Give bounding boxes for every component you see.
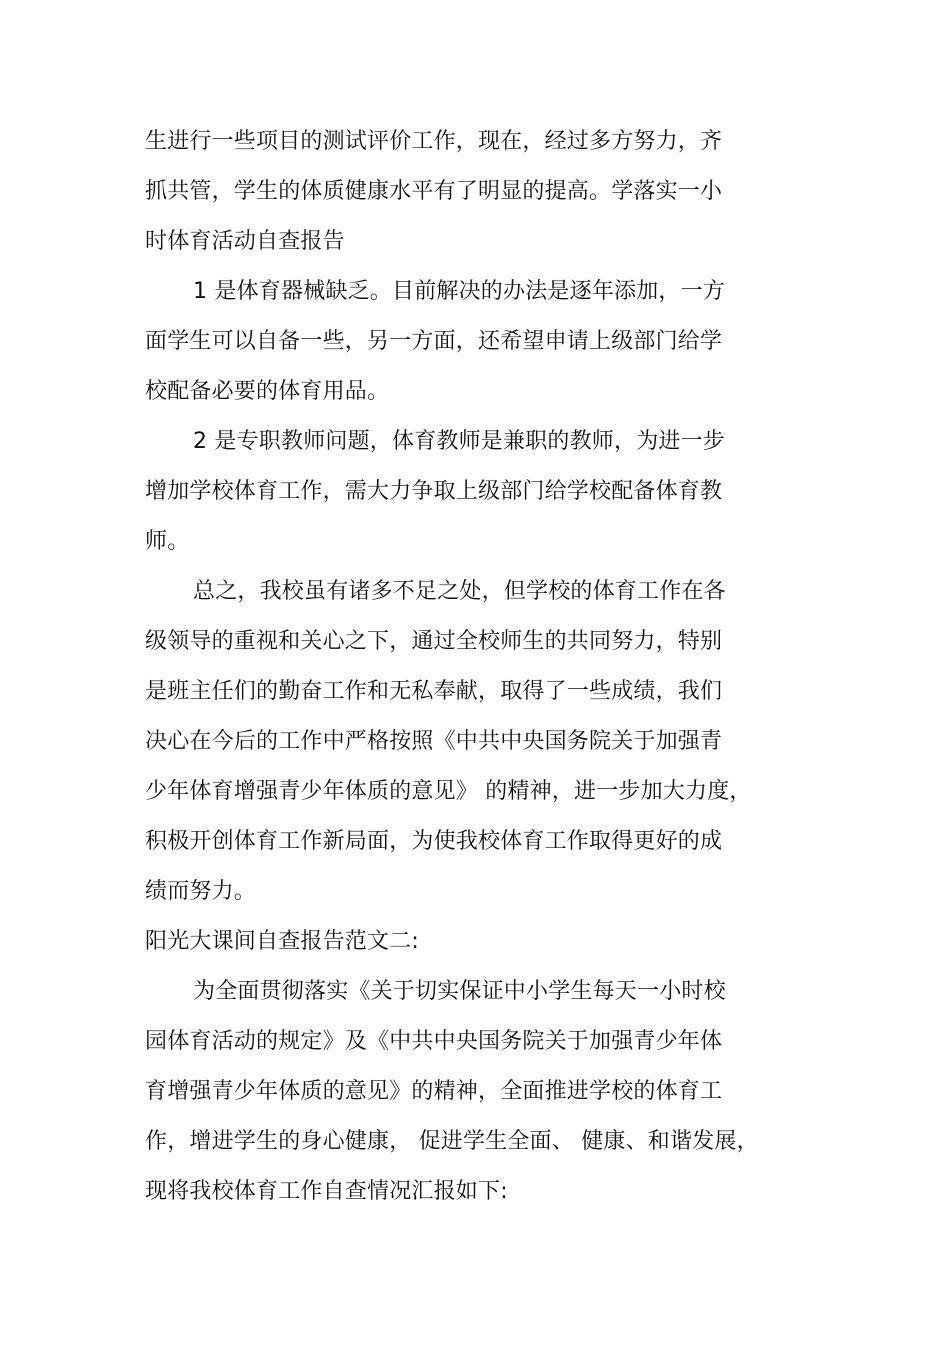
text-line: 时体育活动自查报告 bbox=[145, 229, 345, 254]
text-line: 增加学校体育工作，需大力争取上级部门给学校配备体育教 bbox=[145, 479, 723, 504]
text-line: 总之，我校虽有诸多不足之处，但学校的体育工作在各 bbox=[193, 579, 726, 604]
text-line: 积极开创体育工作新局面，为使我校体育工作取得更好的成 bbox=[145, 829, 723, 854]
text-line: 1 是体育器械缺乏。目前解决的办法是逐年添加，一方 bbox=[193, 279, 725, 304]
text-line: 2 是专职教师问题，体育教师是兼职的教师，为进一步 bbox=[193, 429, 725, 454]
text-line: 生进行一些项目的测试评价工作，现在，经过多方努力，齐 bbox=[145, 129, 723, 154]
text-line: 面学生可以自备一些，另一方面，还希望申请上级部门给学 bbox=[145, 329, 723, 354]
text-line: 级领导的重视和关心之下，通过全校师生的共同努力，特别 bbox=[145, 629, 723, 654]
text-line: 为全面贯彻落实《关于切实保证中小学生每天一小时校 bbox=[193, 979, 726, 1004]
text-line: 育增强青少年体质的意见》的精神，全面推进学校的体育工 bbox=[145, 1079, 723, 1104]
text-line: 少年体育增强青少年体质的意见》 的精神，进一步加大力度， bbox=[145, 779, 752, 804]
text-line: 绩而努力。 bbox=[145, 879, 257, 904]
text-line: 抓共管，学生的体质健康水平有了明显的提高。学落实一小 bbox=[145, 179, 723, 204]
text-line: 是班主任们的勤奋工作和无私奉献，取得了一些成绩，我们 bbox=[145, 679, 723, 704]
text-line: 现将我校体育工作自查情况汇报如下: bbox=[145, 1179, 508, 1204]
section-heading: 阳光大课间自查报告范文二: bbox=[145, 929, 420, 954]
text-line: 作，增进学生的身心健康， 促进学生全面、 健康、和谐发展， bbox=[145, 1129, 759, 1154]
text-line: 师。 bbox=[145, 529, 190, 554]
text-line: 决心在今后的工作中严格按照《中共中央国务院关于加强青 bbox=[145, 729, 723, 754]
text-line: 校配备必要的体育用品。 bbox=[145, 379, 390, 404]
text-line: 园体育活动的规定》及《中共中央国务院关于加强青少年体 bbox=[145, 1029, 723, 1054]
